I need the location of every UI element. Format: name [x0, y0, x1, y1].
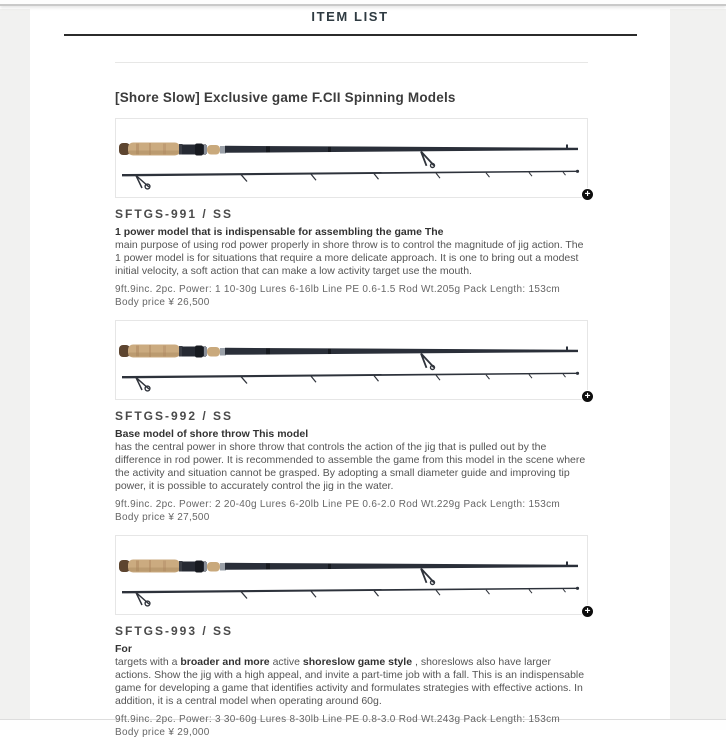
product-model-name: SFTGS-993 / SS	[115, 624, 234, 638]
product-image[interactable]	[115, 118, 591, 200]
description-bold-text: shoreslow game style	[302, 656, 413, 668]
product-image[interactable]	[115, 320, 591, 402]
zoom-expand-button[interactable]	[581, 605, 594, 618]
rod-tip-blank	[122, 373, 578, 379]
rod-upper-blank	[225, 146, 578, 153]
plus-icon: +	[584, 605, 591, 617]
rod-tip-blank	[122, 588, 578, 594]
product-specs: 9ft.9inc. 2pc. Power: 1 10-30g Lures 6-16lb Line PE 0.6-1.5 Rod Wt.205g Pack Length: 153cm	[115, 284, 561, 295]
product-lead: 1 power model that is indispensable for assembling the game The	[115, 226, 444, 238]
product-model-name: SFTGS-991 / SS	[115, 207, 234, 221]
rod-butt-guide	[136, 593, 149, 606]
product-price: Body price ¥ 29,000	[115, 727, 210, 738]
product-model-name: SFTGS-992 / SS	[115, 409, 234, 423]
item-list-container	[115, 62, 591, 738]
description-bold-text: broader and more	[180, 656, 270, 668]
product-description	[115, 441, 588, 493]
product-description	[115, 656, 588, 708]
product-price: Body price ¥ 27,500	[115, 512, 210, 523]
product-price: Body price ¥ 26,500	[115, 297, 210, 308]
product-image[interactable]	[115, 535, 591, 617]
page-background	[0, 9, 726, 738]
zoom-expand-button[interactable]	[581, 390, 594, 403]
product-specs: 9ft.9inc. 2pc. Power: 3 30-60g Lures 8-30lb Line PE 0.8-3.0 Rod Wt.243g Pack Length: 153cm	[115, 714, 561, 725]
fishing-rod-image	[116, 321, 587, 399]
zoom-expand-button[interactable]	[581, 188, 594, 201]
fishing-rod-image	[116, 536, 587, 614]
fishing-rod-image	[116, 119, 587, 197]
rod-upper-blank	[225, 563, 578, 570]
description-text: active	[269, 656, 303, 668]
plus-icon: +	[584, 390, 591, 402]
product-card	[115, 118, 591, 308]
description-text: targets with a	[115, 656, 181, 668]
product-description	[115, 239, 588, 278]
description-text: , shoreslows also have larger actions. Show the jig with a high appeal, and invite a part-time job with a fall. This is an indispensable game for developing a game that identifies activity and formulates strategies with effective actions. In addition, it is a central model when operating around 60g.	[115, 656, 585, 707]
product-card	[115, 535, 591, 738]
description-text: has the central power in shore throw that controls the action of the jig that is pulled out by the difference in rod power. It is recommended to assemble the game from this model in the scene where the activity and situation cannot be grasped. By adopting a small diameter guide and improving tip power, it is possible to accurately control the jig in the water.	[115, 441, 586, 492]
fishing-rod-photo	[116, 321, 587, 399]
page-title: ITEM LIST	[311, 9, 389, 24]
fishing-rod-photo	[116, 119, 587, 197]
product-card	[115, 320, 591, 523]
rod-butt-guide	[136, 176, 149, 189]
description-text: main purpose of using rod power properly in shore throw is to control the magnitude of jig action. The 1 power model is for situations that require a more delicate approach. It is one to bring out a modest initial velocity, a soft action that can make a low activity target use the mouth.	[115, 239, 584, 277]
rod-tip-blank	[122, 171, 578, 177]
product-lead: Base model of shore throw This model	[115, 428, 309, 440]
plus-icon: +	[584, 188, 591, 200]
top-divider-bar	[0, 0, 726, 6]
section-heading: [Shore Slow] Exclusive game F.CII Spinning Models	[115, 90, 456, 105]
product-specs: 9ft.9inc. 2pc. Power: 2 20-40g Lures 6-20lb Line PE 0.6-2.0 Rod Wt.229g Pack Length: 153cm	[115, 499, 561, 510]
rod-butt-guide	[136, 378, 149, 391]
fishing-rod-photo	[116, 536, 587, 614]
rod-upper-blank	[225, 348, 578, 355]
title-underline-rule	[64, 34, 637, 36]
product-lead: For	[115, 643, 132, 655]
content-column	[30, 9, 670, 738]
